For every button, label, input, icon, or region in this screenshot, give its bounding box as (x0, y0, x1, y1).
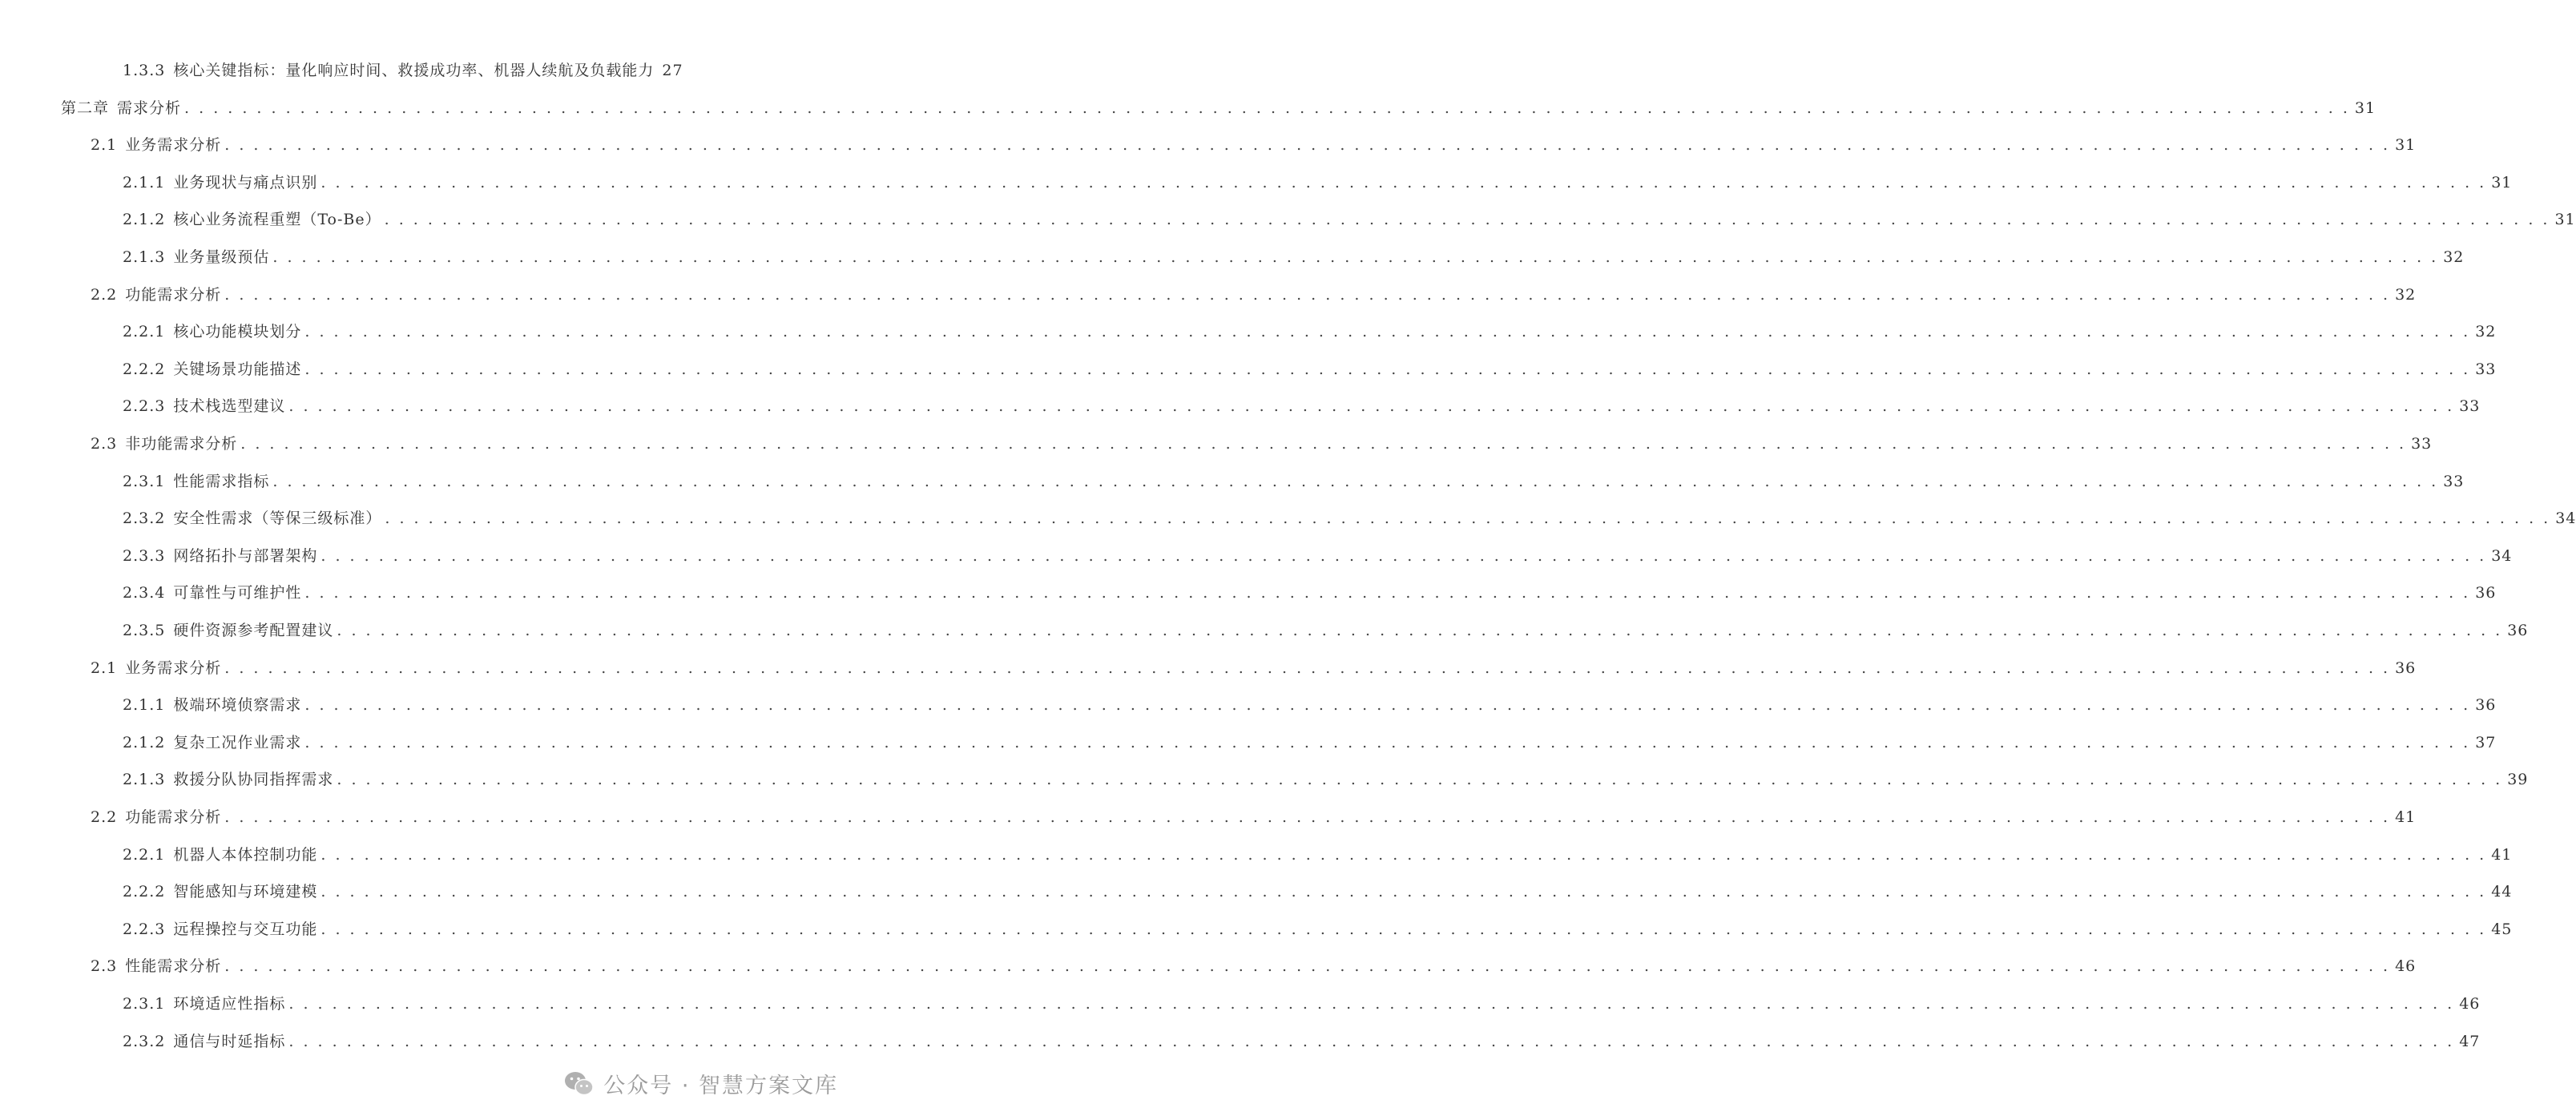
toc-entry-title: 业务量级预估 (173, 248, 270, 266)
toc-entry-title: 网络拓扑与部署架构 (173, 547, 318, 565)
dot-leader: . . . . . . . . . . . . . . . . . . . . . . . . . . . . . . . . . . . . . . . . . . . . . . . . . . . . . . . . . . . . . . . . . . . . . . . . . . . . . . . . . . . . . . . . . . . . . . . . . . . . . . . . . . . . . . . . . . . . . . . . . . . . . . . . . . . . . . . . . . . . . . . . . . . . . . (224, 957, 2391, 975)
toc-entry-page-number: 36 (2395, 659, 2417, 677)
toc-entry-title: 非功能需求分析 (125, 435, 238, 453)
toc-entry[interactable] (123, 394, 2481, 418)
toc-entry-number: 2.2 (91, 808, 118, 826)
dot-leader: . . . . . . . . . . . . . . . . . . . . . . . . . . . . . . . . . . . . . . . . . . . . . . . . . . . . . . . . . . . . . . . . . . . . . . . . . . . . . . . . . . . . . . . . . . . . . . . . . . . . . . . . . . . . . . . . . . . . . . . . . . . . . . . . . . . . . . . . . . . . . . . . . . . . . . (288, 397, 2455, 415)
toc-entry-title: 功能需求分析 (125, 286, 222, 304)
toc-entry-page-number: 36 (2475, 584, 2497, 602)
toc-entry[interactable] (91, 283, 2417, 307)
dot-leader: . . . . . . . . . . . . . . . . . . . . . . . . . . . . . . . . . . . . . . . . . . . . . . . . . . . . . . . . . . . . . . . . . . . . . . . . . . . . . . . . . . . . . . . . . . . . . . . . . . . . . . . . . . . . . . . . . . . . . . . . . . . . . . . . . . . . . . . . . . . . . . . . . . . . . . (224, 136, 2391, 154)
toc-entry-title: 业务需求分析 (125, 136, 222, 154)
toc-entry[interactable] (123, 880, 2513, 904)
toc-entry-page-number: 33 (2411, 435, 2433, 453)
toc-entry[interactable] (123, 1029, 2481, 1054)
toc-entry[interactable] (123, 767, 2529, 792)
toc-entry[interactable] (123, 469, 2465, 494)
dot-leader: . . . . . . . . . . . . . . . . . . . . . . . . . . . . . . . . . . . . . . . . . . . . . . . . . . . . . . . . . . . . . . . . . . . . . . . . . . . . . . . . . . . . . . . . . . . . . . . . . . . . . . . . . . . . . . . . . . . . . . . . . . . . . . . . . . . . . . . . . . . . . . . . . . . . . . (272, 248, 2439, 266)
toc-entry-title: 技术栈选型建议 (173, 397, 286, 415)
toc-entry-page-number: 36 (2507, 622, 2529, 639)
toc-entry-number: 2.2.2 (123, 883, 166, 900)
dot-leader: . . . . . . . . . . . . . . . . . . . . . . . . . . . . . . . . . . . . . . . . . . . . . . . . . . . . . . . . . . . . . . . . . . . . . . . . . . . . . . . . . . . . . . . . . . . . . . . . . . . . . . . . . . . . . . . . . . . . . . . . . . . . . . . . . . . . . . . . . . . . . . . . . . . . . . (337, 771, 2503, 788)
toc-entry-title: 需求分析 (117, 99, 182, 117)
toc-entry-title: 性能需求指标 (173, 473, 270, 490)
toc-entry-page-number: 37 (2475, 734, 2497, 751)
toc-entry-number: 2.3.2 (123, 1033, 166, 1050)
toc-entry[interactable] (123, 506, 2576, 530)
toc-entry[interactable] (61, 96, 2376, 120)
toc-entry-title: 性能需求分析 (125, 957, 222, 975)
toc-entry-number: 2.3.5 (123, 622, 166, 639)
toc-entry-page-number: 31 (2491, 174, 2513, 191)
dot-leader: . . . . . . . . . . . . . . . . . . . . . . . . . . . . . . . . . . . . . . . . . . . . . . . . . . . . . . . . . . . . . . . . . . . . . . . . . . . . . . . . . . . . . . . . . . . . . . . . . . . . . . . . . . . . . . . . . . . . . . . . . . . . . . . . . . . . . . . . . . . . . . . . . . . . . . (320, 846, 2487, 864)
toc-entry[interactable] (123, 171, 2513, 195)
dot-leader: . . . . . . . . . . . . . . . . . . . . . . . . . . . . . . . . . . . . . . . . . . . . . . . . . . . . . . . . . . . . . . . . . . . . . . . . . . . . . . . . . . . . . . . . . . . . . . . . . . . . . . . . . . . . . . . . . . . . . . . . . . . . . . . . . . . . . . . . . . . . . . . . . . . . . . (320, 921, 2487, 938)
toc-entry-title: 智能感知与环境建模 (173, 883, 318, 900)
toc-entry-page-number: 44 (2491, 883, 2513, 900)
dot-leader: . . . . . . . . . . . . . . . . . . . . . . . . . . . . . . . . . . . . . . . . . . . . . . . . . . . . . . . . . . . . . . . . . . . . . . . . . . . . . . . . . . . . . . . . . . . . . . . . . . . . . . . . . . . . . . . . . . . . . . . . . . . . . . . . . . . . . . . . . . . . . . . . . . . . . . (224, 808, 2391, 826)
toc-entry-number: 2.1.2 (123, 211, 166, 228)
toc-entry[interactable] (91, 954, 2417, 978)
toc-entry[interactable] (123, 992, 2481, 1016)
toc-entry-number: 2.1 (91, 136, 118, 154)
dot-leader: . . . . . . . . . . . . . . . . . . . . . . . . . . . . . . . . . . . . . . . . . . . . . . . . . . . . . . . . . . . . . . . . . . . . . . . . . . . . . . . . . . . . . . . . . . . . . . . . . . . . . . . . . . . . . . . . . . . . . . . . . . . . . . . . . . . . . . . . . . . . . . . . . . . . . . (304, 323, 2471, 340)
toc-entry[interactable] (123, 357, 2497, 381)
toc-entry[interactable] (123, 544, 2513, 568)
dot-leader: . . . . . . . . . . . . . . . . . . . . . . . . . . . . . . . . . . . . . . . . . . . . . . . . . . . . . . . . . . . . . . . . . . . . . . . . . . . . . . . . . . . . . . . . . . . . . . . . . . . . . . . . . . . . . . . . . . . . . . . . . . . . . . . . . . . . . . . . . . . . . . . . . . . . . . (320, 547, 2487, 565)
dot-leader: . . . . . . . . . . . . . . . . . . . . . . . . . . . . . . . . . . . . . . . . . . . . . . . . . . . . . . . . . . . . . . . . . . . . . . . . . . . . . . . . . . . . . . . . . . . . . . . . . . . . . . . . . . . . . . . . . . . . . . . . . . . . . . . . . . . . . . . . . . . . . . . . . . . . . . (385, 510, 2551, 527)
toc-entry-page-number: 27 (662, 62, 683, 79)
toc-entry-number: 2.1 (91, 659, 118, 677)
toc-entry-number: 2.1.1 (123, 696, 166, 714)
toc-entry-number: 2.3 (91, 435, 118, 453)
toc-entry-title: 极端环境侦察需求 (173, 696, 302, 714)
toc-entry-page-number: 32 (2443, 248, 2465, 266)
toc-entry-page-number: 34 (2491, 547, 2513, 565)
toc-entry-number: 2.3.1 (123, 473, 166, 490)
toc-entry-number: 1.3.3 (123, 62, 166, 79)
toc-entry-title: 业务需求分析 (125, 659, 222, 677)
toc-entry[interactable] (123, 58, 683, 83)
dot-leader: . . . . . . . . . . . . . . . . . . . . . . . . . . . . . . . . . . . . . . . . . . . . . . . . . . . . . . . . . . . . . . . . . . . . . . . . . . . . . . . . . . . . . . . . . . . . . . . . . . . . . . . . . . . . . . . . . . . . . . . . . . . . . . . . . . . . . . . . . . . . . . . . . . . . . . (304, 361, 2471, 378)
dot-leader: . . . . . . . . . . . . . . . . . . . . . . . . . . . . . . . . . . . . . . . . . . . . . . . . . . . . . . . . . . . . . . . . . . . . . . . . . . . . . . . . . . . . . . . . . . . . . . . . . . . . . . . . . . . . . . . . . . . . . . . . . . . . . . . . . . . . . . . . . . . . . . . . . . . . . . (304, 696, 2471, 714)
toc-entry-number: 2.2.1 (123, 846, 166, 864)
toc-entry[interactable] (91, 805, 2417, 829)
toc-entry-number: 2.1.3 (123, 771, 166, 788)
toc-entry-title: 可靠性与可维护性 (173, 584, 302, 602)
toc-entry-page-number: 31 (2554, 211, 2576, 228)
watermark (563, 1068, 838, 1099)
toc-entry-page-number: 39 (2507, 771, 2529, 788)
toc-entry-number: 2.3 (91, 957, 118, 975)
toc-entry[interactable] (123, 245, 2465, 269)
toc-entry-title: 通信与时延指标 (173, 1033, 286, 1050)
toc-entry-number: 2.3.4 (123, 584, 166, 602)
dot-leader: . . . . . . . . . . . . . . . . . . . . . . . . . . . . . . . . . . . . . . . . . . . . . . . . . . . . . . . . . . . . . . . . . . . . . . . . . . . . . . . . . . . . . . . . . . . . . . . . . . . . . . . . . . . . . . . . . . . . . . . . . . . . . . . . . . . . . . . . . . . . . . . . . . . . . . (240, 435, 2407, 453)
toc-entry-title: 核心业务流程重塑（To-Be） (173, 211, 381, 228)
dot-leader: . . . . . . . . . . . . . . . . . . . . . . . . . . . . . . . . . . . . . . . . . . . . . . . . . . . . . . . . . . . . . . . . . . . . . . . . . . . . . . . . . . . . . . . . . . . . . . . . . . . . . . . . . . . . . . . . . . . . . . . . . . . . . . . . . . . . . . . . . . . . . . . . . . . . . . (224, 286, 2391, 304)
toc-entry[interactable] (123, 917, 2513, 941)
toc-entry-title: 核心关键指标：量化响应时间、救援成功率、机器人续航及负载能力 (173, 62, 655, 79)
toc-entry[interactable] (91, 432, 2433, 456)
dot-leader: . . . . . . . . . . . . . . . . . . . . . . . . . . . . . . . . . . . . . . . . . . . . . . . . . . . . . . . . . . . . . . . . . . . . . . . . . . . . . . . . . . . . . . . . . . . . . . . . . . . . . . . . . . . . . . . . . . . . . . . . . . . . . . . . . . . . . . . . . . . . . . . . . . . . . . (224, 659, 2391, 677)
dot-leader: . . . . . . . . . . . . . . . . . . . . . . . . . . . . . . . . . . . . . . . . . . . . . . . . . . . . . . . . . . . . . . . . . . . . . . . . . . . . . . . . . . . . . . . . . . . . . . . . . . . . . . . . . . . . . . . . . . . . . . . . . . . . . . . . . . . . . . . . . . . . . . . . . . . . . . (304, 734, 2471, 751)
toc-entry-number: 2.2.3 (123, 921, 166, 938)
toc-entry-title: 复杂工况作业需求 (173, 734, 302, 751)
toc-entry-number: 2.3.3 (123, 547, 166, 565)
toc-entry[interactable] (91, 133, 2417, 157)
toc-entry-title: 关键场景功能描述 (173, 361, 302, 378)
toc-entry-page-number: 31 (2395, 136, 2417, 154)
toc-entry-page-number: 46 (2459, 995, 2481, 1013)
toc-entry-page-number: 45 (2491, 921, 2513, 938)
toc-entry-title: 远程操控与交互功能 (173, 921, 318, 938)
toc-entry-page-number: 33 (2475, 361, 2497, 378)
toc-entry[interactable] (123, 693, 2497, 717)
dot-leader: . . . . . . . . . . . . . . . . . . . . . . . . . . . . . . . . . . . . . . . . . . . . . . . . . . . . . . . . . . . . . . . . . . . . . . . . . . . . . . . . . . . . . . . . . . . . . . . . . . . . . . . . . . . . . . . . . . . . . . . . . . . . . . . . . . . . . . . . . . . . . . . . . . . . . . (288, 995, 2455, 1013)
dot-leader: . . . . . . . . . . . . . . . . . . . . . . . . . . . . . . . . . . . . . . . . . . . . . . . . . . . . . . . . . . . . . . . . . . . . . . . . . . . . . . . . . . . . . . . . . . . . . . . . . . . . . . . . . . . . . . . . . . . . . . . . . . . . . . . . . . . . . . . . . . . . . . . . . . . . . . (320, 174, 2487, 191)
toc-entry-page-number: 31 (2354, 99, 2376, 117)
wechat-icon (563, 1070, 595, 1098)
dot-leader: . . . . . . . . . . . . . . . . . . . . . . . . . . . . . . . . . . . . . . . . . . . . . . . . . . . . . . . . . . . . . . . . . . . . . . . . . . . . . . . . . . . . . . . . . . . . . . . . . . . . . . . . . . . . . . . . . . . . . . . . . . . . . . . . . . . . . . . . . . . . . . . . . . . . . . (320, 883, 2487, 900)
toc-entry-title: 功能需求分析 (125, 808, 222, 826)
dot-leader: . . . . . . . . . . . . . . . . . . . . . . . . . . . . . . . . . . . . . . . . . . . . . . . . . . . . . . . . . . . . . . . . . . . . . . . . . . . . . . . . . . . . . . . . . . . . . . . . . . . . . . . . . . . . . . . . . . . . . . . . . . . . . . . . . . . . . . . . . . . . . . . . . . . . . . (272, 473, 2439, 490)
dot-leader: . . . . . . . . . . . . . . . . . . . . . . . . . . . . . . . . . . . . . . . . . . . . . . . . . . . . . . . . . . . . . . . . . . . . . . . . . . . . . . . . . . . . . . . . . . . . . . . . . . . . . . . . . . . . . . . . . . . . . . . . . . . . . . . . . . . . . . . . . . . . . . . . . . . . . . (337, 622, 2503, 639)
dot-leader: . . . . . . . . . . . . . . . . . . . . . . . . . . . . . . . . . . . . . . . . . . . . . . . . . . . . . . . . . . . . . . . . . . . . . . . . . . . . . . . . . . . . . . . . . . . . . . . . . . . . . . . . . . . . . . . . . . . . . . . . . . . . . . . . . . . . . . . . . . . . . . . . . . . . . . (384, 211, 2550, 228)
toc-entry-number: 2.2.3 (123, 397, 166, 415)
toc-entry-page-number: 41 (2395, 808, 2417, 826)
toc-entry-page-number: 34 (2555, 510, 2576, 527)
toc-entry[interactable] (123, 843, 2513, 867)
toc-entry[interactable] (123, 618, 2529, 643)
toc-entry-page-number: 33 (2443, 473, 2465, 490)
toc-entry[interactable] (91, 656, 2417, 680)
toc-entry-title: 环境适应性指标 (173, 995, 286, 1013)
toc-entry-number: 2.1.3 (123, 248, 166, 266)
toc-entry[interactable] (123, 320, 2497, 344)
watermark-text: 公众号 · 智慧方案文库 (603, 1074, 838, 1098)
toc-entry-title: 核心功能模块划分 (173, 323, 302, 340)
toc-entry-title: 硬件资源参考配置建议 (173, 622, 334, 639)
toc-entry-page-number: 47 (2459, 1033, 2481, 1050)
toc-entry-number: 2.3.1 (123, 995, 166, 1013)
toc-entry-title: 机器人本体控制功能 (173, 846, 318, 864)
dot-leader: . . . . . . . . . . . . . . . . . . . . . . . . . . . . . . . . . . . . . . . . . . . . . . . . . . . . . . . . . . . . . . . . . . . . . . . . . . . . . . . . . . . . . . . . . . . . . . . . . . . . . . . . . . . . . . . . . . . . . . . . . . . . . . . . . . . . . . . . . . . . . . . . . . . . . . (184, 99, 2350, 117)
toc-entry-page-number: 32 (2395, 286, 2417, 304)
toc-entry-number: 2.2.1 (123, 323, 166, 340)
toc-entry-number: 2.3.2 (123, 510, 166, 527)
toc-entry[interactable] (123, 731, 2497, 755)
toc-entry-title: 安全性需求（等保三级标准） (173, 510, 382, 527)
toc-entry-page-number: 32 (2475, 323, 2497, 340)
toc-entry-number: 2.1.1 (123, 174, 166, 191)
toc-entry[interactable] (123, 207, 2576, 232)
toc-entry[interactable] (123, 581, 2497, 605)
dot-leader: . . . . . . . . . . . . . . . . . . . . . . . . . . . . . . . . . . . . . . . . . . . . . . . . . . . . . . . . . . . . . . . . . . . . . . . . . . . . . . . . . . . . . . . . . . . . . . . . . . . . . . . . . . . . . . . . . . . . . . . . . . . . . . . . . . . . . . . . . . . . . . . . . . . . . . (288, 1033, 2455, 1050)
toc-entry-page-number: 46 (2395, 957, 2417, 975)
toc-entry-number: 2.1.2 (123, 734, 166, 751)
toc-entry-page-number: 36 (2475, 696, 2497, 714)
toc-entry-title: 业务现状与痛点识别 (173, 174, 318, 191)
toc-entry-page-number: 33 (2459, 397, 2481, 415)
toc-entry-number: 第二章 (61, 99, 110, 117)
toc-entry-number: 2.2 (91, 286, 118, 304)
toc-entry-page-number: 41 (2491, 846, 2513, 864)
toc-entry-title: 救援分队协同指挥需求 (173, 771, 334, 788)
toc-entry-number: 2.2.2 (123, 361, 166, 378)
dot-leader: . . . . . . . . . . . . . . . . . . . . . . . . . . . . . . . . . . . . . . . . . . . . . . . . . . . . . . . . . . . . . . . . . . . . . . . . . . . . . . . . . . . . . . . . . . . . . . . . . . . . . . . . . . . . . . . . . . . . . . . . . . . . . . . . . . . . . . . . . . . . . . . . . . . . . . (304, 584, 2471, 602)
